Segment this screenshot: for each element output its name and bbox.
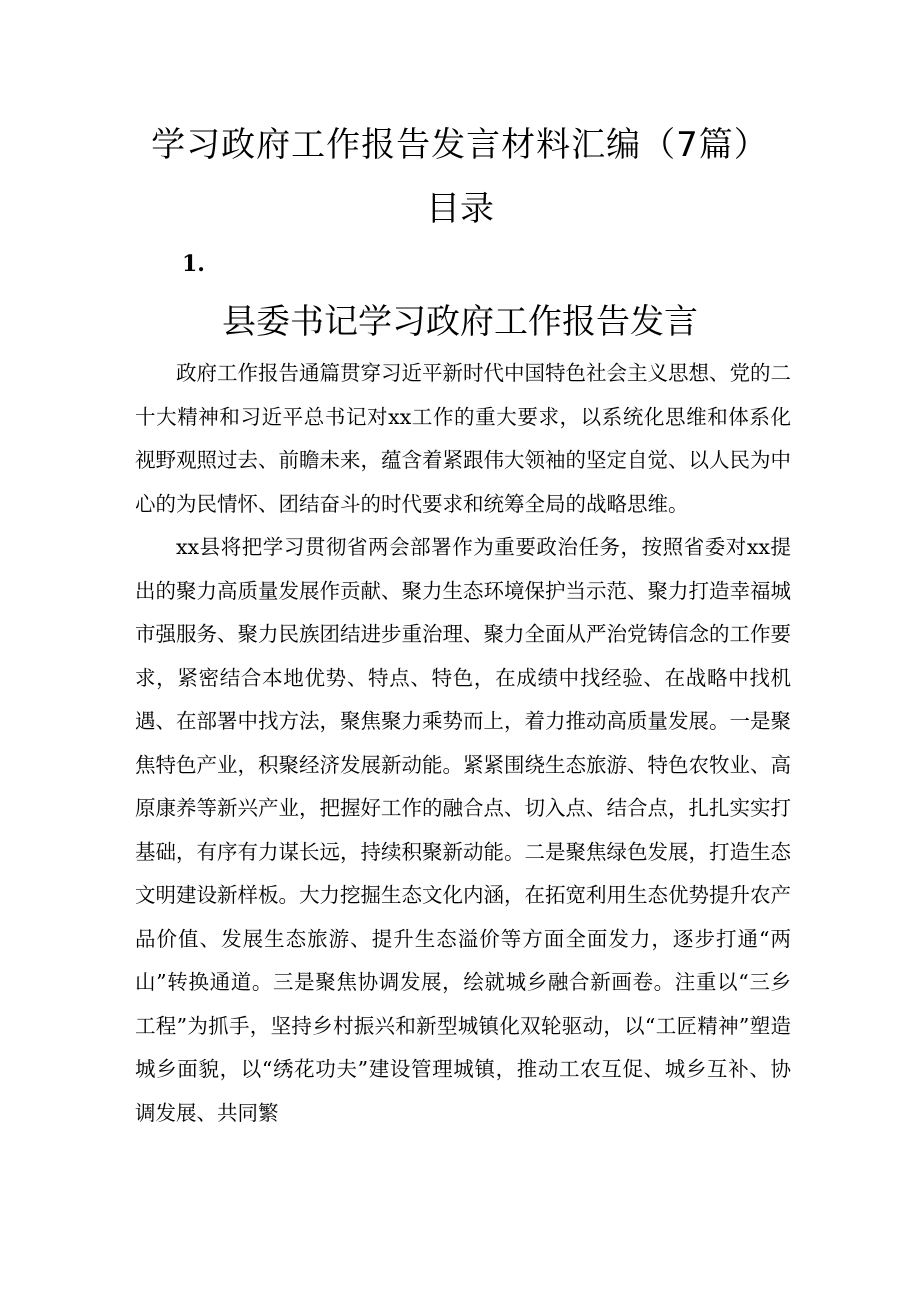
body-text — [135, 352, 791, 1135]
section-title: 县委书记学习政府工作报告发言 — [222, 302, 698, 342]
item-number: 1. — [182, 251, 205, 277]
paragraph: xx县将把学习贯彻省两会部署作为重要政治任务，按照省委对xx提出的聚力高质量发展作贡献、聚力生态环境保护当示范、聚力打造幸福城市强服务、聚力民族团结进步重治理、聚力全面从严治党铸信念的工作要求，紧密结合本地优势、特点、特色，在成绩中找经验、在战略中找机遇、在部署中找方法，聚焦聚力乘势而上，着力推动高质量发展。一是聚焦特色产业，积聚经济发展新动能。紧紧围绕生态旅游、特色农牧业、高原康养等新兴产业，把握好工作的融合点、切入点、结合点，扎扎实实打基础，有序有力谋长远，持续积聚新动能。二是聚焦绿色发展，打造生态文明建设新样板。大力挖掘生态文化内涵，在拓宽利用生态优势提升农产品价值、发展生态旅游、提升生态溢价等方面全面发力，逐步打通“两山”转换通道。三是聚焦协调发展，绘就城乡融合新画卷。注重以“三乡工程”为抓手，坚持乡村振兴和新型城镇化双轮驱动，以“工匠精神”塑造城乡面貌，以“绣花功夫”建设管理城镇，推动工农互促、城乡互补、协调发展、共同繁 — [135, 535, 791, 1125]
toc-heading: 目录 — [426, 189, 494, 229]
document-title: 学习政府工作报告发言材料汇编（7篇） — [151, 125, 769, 165]
paragraph: 政府工作报告通篇贯穿习近平新时代中国特色社会主义思想、党的二十大精神和习近平总书记对xx工作的重大要求，以系统化思维和体系化视野观照过去、前瞻未来，蕴含着紧跟伟大领袖的坚定自觉、以人民为中心的为民情怀、团结奋斗的时代要求和统筹全局的战略思维。 — [135, 361, 791, 516]
